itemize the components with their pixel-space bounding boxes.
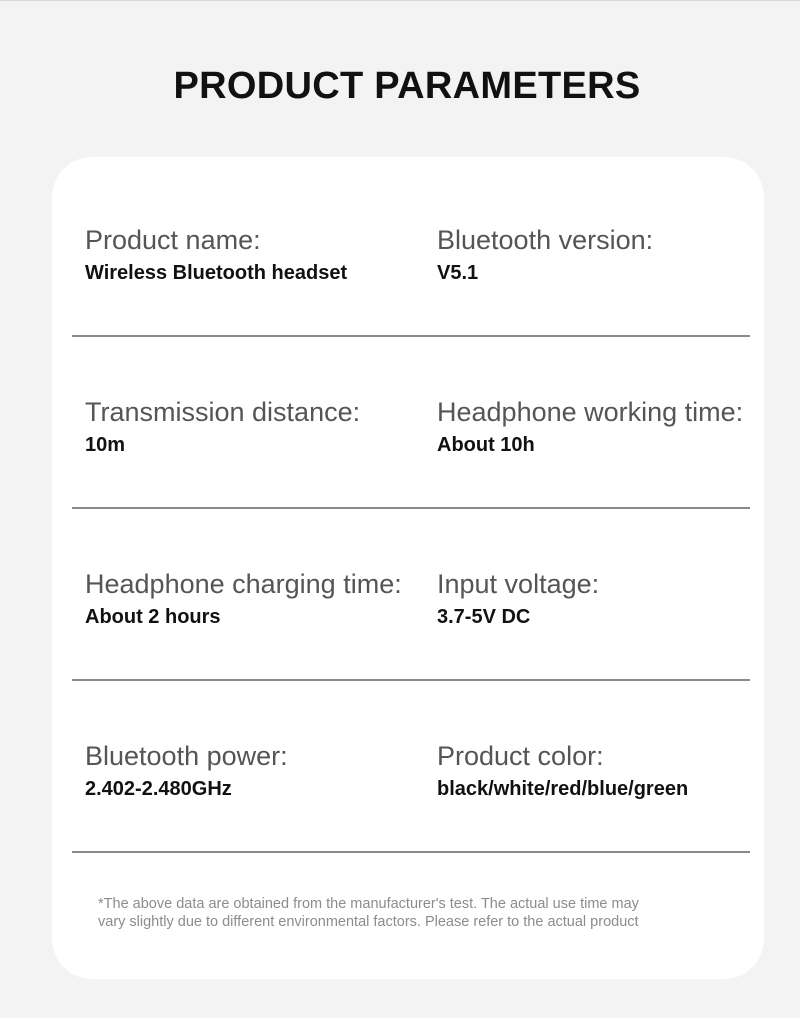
- param-row: [72, 509, 750, 681]
- param-value: 2.402-2.480GHz: [85, 778, 232, 800]
- param-label: Product color:: [437, 741, 604, 771]
- param-value: 3.7-5V DC: [437, 606, 531, 628]
- param-row: [72, 165, 750, 337]
- row-divider: [72, 851, 750, 853]
- disclaimer-footnote: [98, 895, 738, 931]
- footnote-line: vary slightly due to different environmental factors. Please refer to the actual product: [98, 914, 639, 930]
- param-label: Product name:: [85, 225, 261, 255]
- footnote-line: *The above data are obtained from the manufacturer's test. The actual use time may: [98, 896, 639, 912]
- param-product-color: [437, 739, 688, 801]
- parameters-card: [52, 157, 764, 979]
- param-label: Headphone charging time:: [85, 569, 402, 599]
- param-row: [72, 681, 750, 853]
- param-label: Bluetooth power:: [85, 741, 288, 771]
- param-value: 10m: [85, 434, 126, 456]
- param-label: Bluetooth version:: [437, 225, 654, 255]
- param-bluetooth-version: [437, 223, 653, 285]
- page-title: PRODUCT PARAMETERS: [173, 65, 641, 107]
- param-charging-time: [85, 567, 402, 629]
- param-label: Headphone working time:: [437, 397, 744, 427]
- param-value: About 2 hours: [85, 606, 221, 628]
- param-value: black/white/red/blue/green: [437, 778, 689, 800]
- param-label: Transmission distance:: [85, 397, 361, 427]
- param-input-voltage: [437, 567, 599, 629]
- param-product-name: [85, 223, 347, 285]
- param-label: Input voltage:: [437, 569, 600, 599]
- param-value: V5.1: [437, 262, 479, 284]
- param-value: About 10h: [437, 434, 535, 456]
- param-value: Wireless Bluetooth headset: [85, 262, 348, 284]
- param-bluetooth-power: [85, 739, 288, 801]
- param-working-time: [437, 395, 743, 457]
- param-transmission-distance: [85, 395, 360, 457]
- param-row: [72, 337, 750, 509]
